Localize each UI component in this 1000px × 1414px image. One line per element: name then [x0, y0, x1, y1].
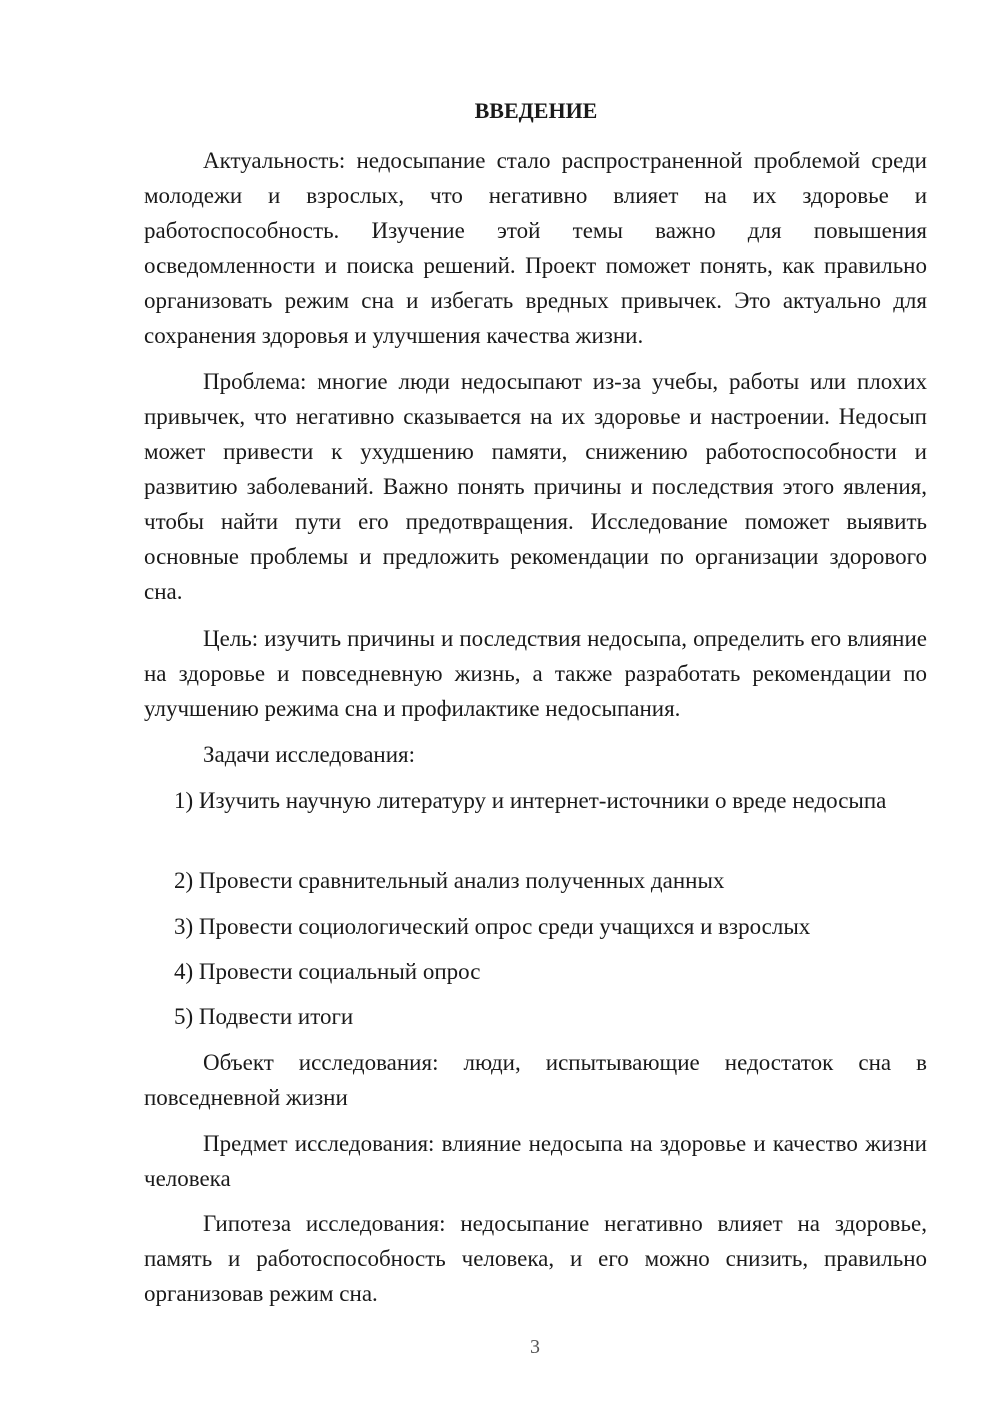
problem-paragraph: Проблема: многие люди недосыпают из-за учебы, работы или плохих привычек, что негативно сказывается на их здоровье и настроении. Недосып может привести к ухудшению памяти, снижению работоспособности и развитию заболеваний. Важно понять причины и последствия этого явления, чтобы найти пути его предотвращения. Исследование поможет выявить основные проблемы и предложить рекомендации по организации здорового сна.	[144, 369, 927, 604]
page-title: ВВЕДЕНИЕ	[474, 98, 598, 123]
relevance-paragraph: Актуальность: недосыпание стало распространенной проблемой среди молодежи и взрослых, что негативно влияет на их здоровье и работоспособность. Изучение этой темы важно для повышения осведомленности и поиска решений. Проект поможет понять, как правильно организовать режим сна и избегать вредных привычек. Это актуально для сохранения здоровья и улучшения качества жизни.	[144, 148, 927, 348]
page-number: 3	[530, 1336, 540, 1358]
tasks-title: Задачи исследования:	[203, 742, 416, 767]
task-item-5: 5) Подвести итоги	[174, 1004, 354, 1029]
task-item-4: 4) Провести социальный опрос	[174, 959, 481, 984]
hypothesis-paragraph: Гипотеза исследования: недосыпание негативно влияет на здоровье, память и работоспособность человека, и его можно снизить, правильно организовав режим сна.	[144, 1211, 927, 1306]
task-item-3: 3) Провести социологический опрос среди учащихся и взрослых	[174, 914, 811, 939]
object-paragraph: Объект исследования: люди, испытывающие недостаток сна в повседневной жизни	[144, 1050, 927, 1110]
goal-paragraph: Цель: изучить причины и последствия недосыпа, определить его влияние на здоровье и повседневную жизнь, а также разработать рекомендации по улучшению режима сна и профилактике недосыпания.	[144, 626, 927, 721]
task-item-2: 2) Провести сравнительный анализ полученных данных	[174, 868, 725, 893]
subject-paragraph: Предмет исследования: влияние недосыпа на здоровье и качество жизни человека	[144, 1131, 927, 1191]
task-item-1: 1) Изучить научную литературу и интернет-источники о вреде недосыпа	[174, 788, 887, 813]
